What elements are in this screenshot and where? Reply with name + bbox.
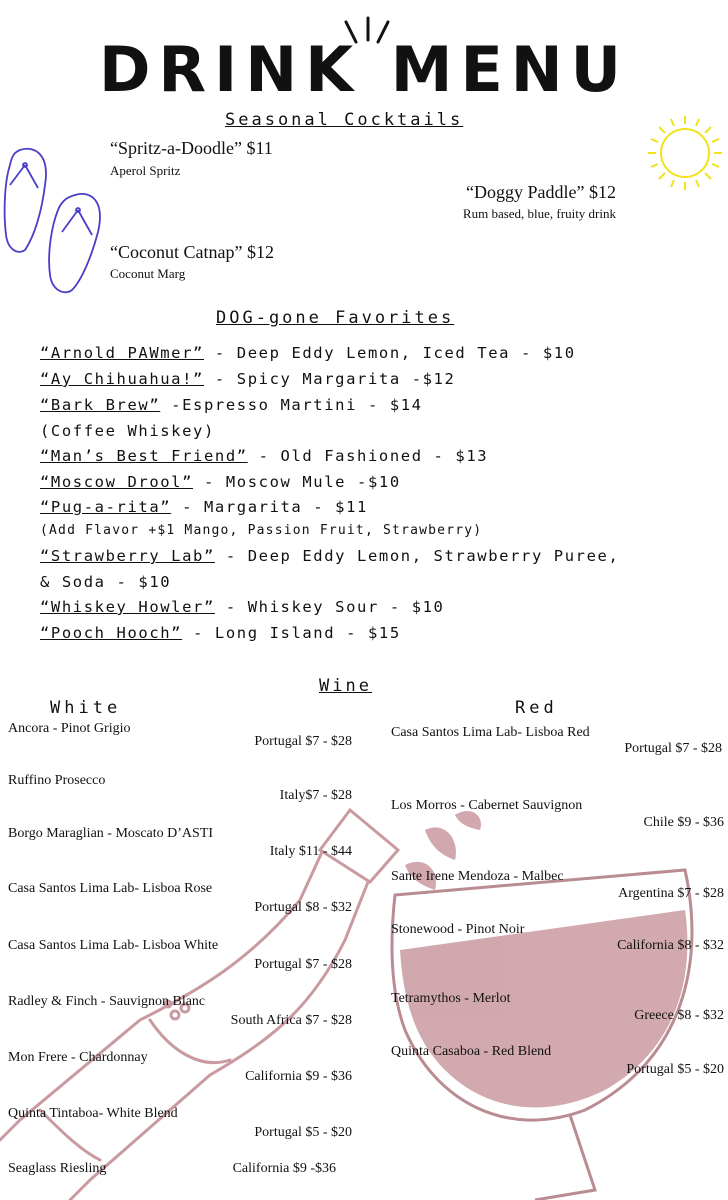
cocktail-desc: Coconut Marg: [110, 266, 186, 281]
wine-price: Italy $11 - $44: [269, 844, 352, 859]
favorite-detail: - Deep Eddy Lemon, Strawberry Puree,: [214, 547, 620, 565]
favorite-name: “Arnold PAWmer”: [40, 344, 204, 362]
wine-price: Portugal $5 - $20: [254, 1125, 352, 1140]
wine-name: Casa Santos Lima Lab- Lisboa Rose: [8, 881, 213, 896]
cocktail-desc: Aperol Spritz: [110, 163, 181, 178]
wine-price: Chile $9 - $36: [643, 815, 724, 830]
favorite-line: [40, 547, 619, 565]
favorite-detail: - Deep Eddy Lemon, Iced Tea - $10: [203, 344, 576, 362]
flip-flops-icon: [0, 140, 112, 300]
wine-name: Tetramythos - Merlot: [391, 991, 511, 1006]
favorite-name: “Bark Brew”: [40, 396, 161, 414]
cocktail-name: “Coconut Catnap” $12: [110, 242, 274, 262]
favorite-line: [40, 370, 455, 388]
sparkle-icon: [338, 14, 398, 54]
favorite-name: “Pooch Hooch”: [40, 624, 183, 642]
sun-icon: [630, 108, 728, 198]
favorite-detail: - Spicy Margarita -$12: [203, 370, 456, 388]
favorite-line: [40, 344, 576, 362]
wine-name: Stonewood - Pinot Noir: [391, 922, 525, 937]
wine-name: Quinta Casaboa - Red Blend: [391, 1044, 552, 1059]
wine-name: Casa Santos Lima Lab- Lisboa White: [8, 938, 219, 953]
wine-price: Greece $8 - $32: [634, 1008, 724, 1023]
favorite-detail: - Long Island - $15: [182, 624, 401, 642]
wine-price: Portugal $7 - $28: [254, 734, 352, 749]
wine-heading: Wine: [319, 676, 372, 696]
wine-price: California $9 - $36: [245, 1069, 352, 1084]
wine-price: Argentina $7 - $28: [618, 886, 724, 901]
wine-name: Sante Irene Mendoza - Malbec: [391, 869, 564, 884]
favorite-line: [40, 422, 215, 440]
wine-price: Portugal $7 - $28: [624, 741, 722, 756]
wine-name: Seaglass Riesling: [8, 1161, 107, 1176]
wine-price: Portugal $5 - $20: [626, 1062, 724, 1077]
wine-price: California $9 -$36: [232, 1161, 336, 1176]
favorite-name: “Moscow Drool”: [40, 473, 194, 491]
cocktail-name: “Spritz-a-Doodle” $11: [110, 138, 273, 158]
favorites-heading: DOG-gone Favorites: [216, 308, 455, 328]
wine-name: Quinta Tintaboa- White Blend: [8, 1106, 178, 1121]
favorite-detail: - Margarita - $11: [171, 498, 368, 516]
wine-name: Los Morros - Cabernet Sauvignon: [391, 798, 583, 813]
favorite-detail: & Soda - $10: [40, 573, 172, 591]
favorite-name: “Man’s Best Friend”: [40, 447, 248, 465]
favorite-detail: - Moscow Mule -$10: [193, 473, 401, 491]
favorite-detail: - Old Fashioned - $13: [247, 447, 489, 465]
favorite-line: [40, 473, 401, 491]
wine-name: Ruffino Prosecco: [8, 773, 106, 788]
cocktail-desc: Rum based, blue, fruity drink: [462, 206, 616, 221]
favorite-line: [40, 598, 445, 616]
favorite-name: “Ay Chihuahua!”: [40, 370, 204, 388]
wine-name: Borgo Maraglian - Moscato D’ASTI: [8, 826, 214, 841]
favorite-line: [40, 498, 368, 516]
favorite-name: “Strawberry Lab”: [40, 547, 215, 565]
favorite-line: [40, 573, 171, 591]
favorite-detail: (Add Flavor +$1 Mango, Passion Fruit, Strawberry): [40, 523, 483, 538]
seasonal-heading: Seasonal Cocktails: [225, 110, 464, 130]
favorite-detail: - Whiskey Sour - $10: [214, 598, 445, 616]
wine-price: California $8 - $32: [617, 938, 724, 953]
wine-name: Radley & Finch - Sauvignon Blanc: [8, 994, 206, 1009]
wine-price: Portugal $7 - $28: [254, 957, 352, 972]
wine-name: Mon Frere - Chardonnay: [8, 1050, 148, 1065]
favorite-line: [40, 624, 401, 642]
favorite-line: [40, 523, 482, 538]
favorite-name: “Pug-a-rita”: [40, 498, 172, 516]
wine-price: Portugal $8 - $32: [254, 900, 352, 915]
favorite-line: [40, 396, 423, 414]
favorite-line: [40, 447, 488, 465]
cocktail-name: “Doggy Paddle” $12: [466, 182, 616, 202]
favorite-detail: -Espresso Martini - $14: [160, 396, 423, 414]
page-title: DRINK MENU: [98, 33, 630, 106]
wine-name: Ancora - Pinot Grigio: [8, 721, 131, 736]
white-heading: White: [50, 698, 122, 718]
favorite-detail: (Coffee Whiskey): [40, 422, 215, 440]
favorite-name: “Whiskey Howler”: [40, 598, 215, 616]
wine-price: South Africa $7 - $28: [230, 1013, 352, 1028]
red-heading: Red: [515, 698, 558, 718]
wine-price: Italy$7 - $28: [279, 788, 352, 803]
wine-name: Casa Santos Lima Lab- Lisboa Red: [391, 725, 590, 740]
